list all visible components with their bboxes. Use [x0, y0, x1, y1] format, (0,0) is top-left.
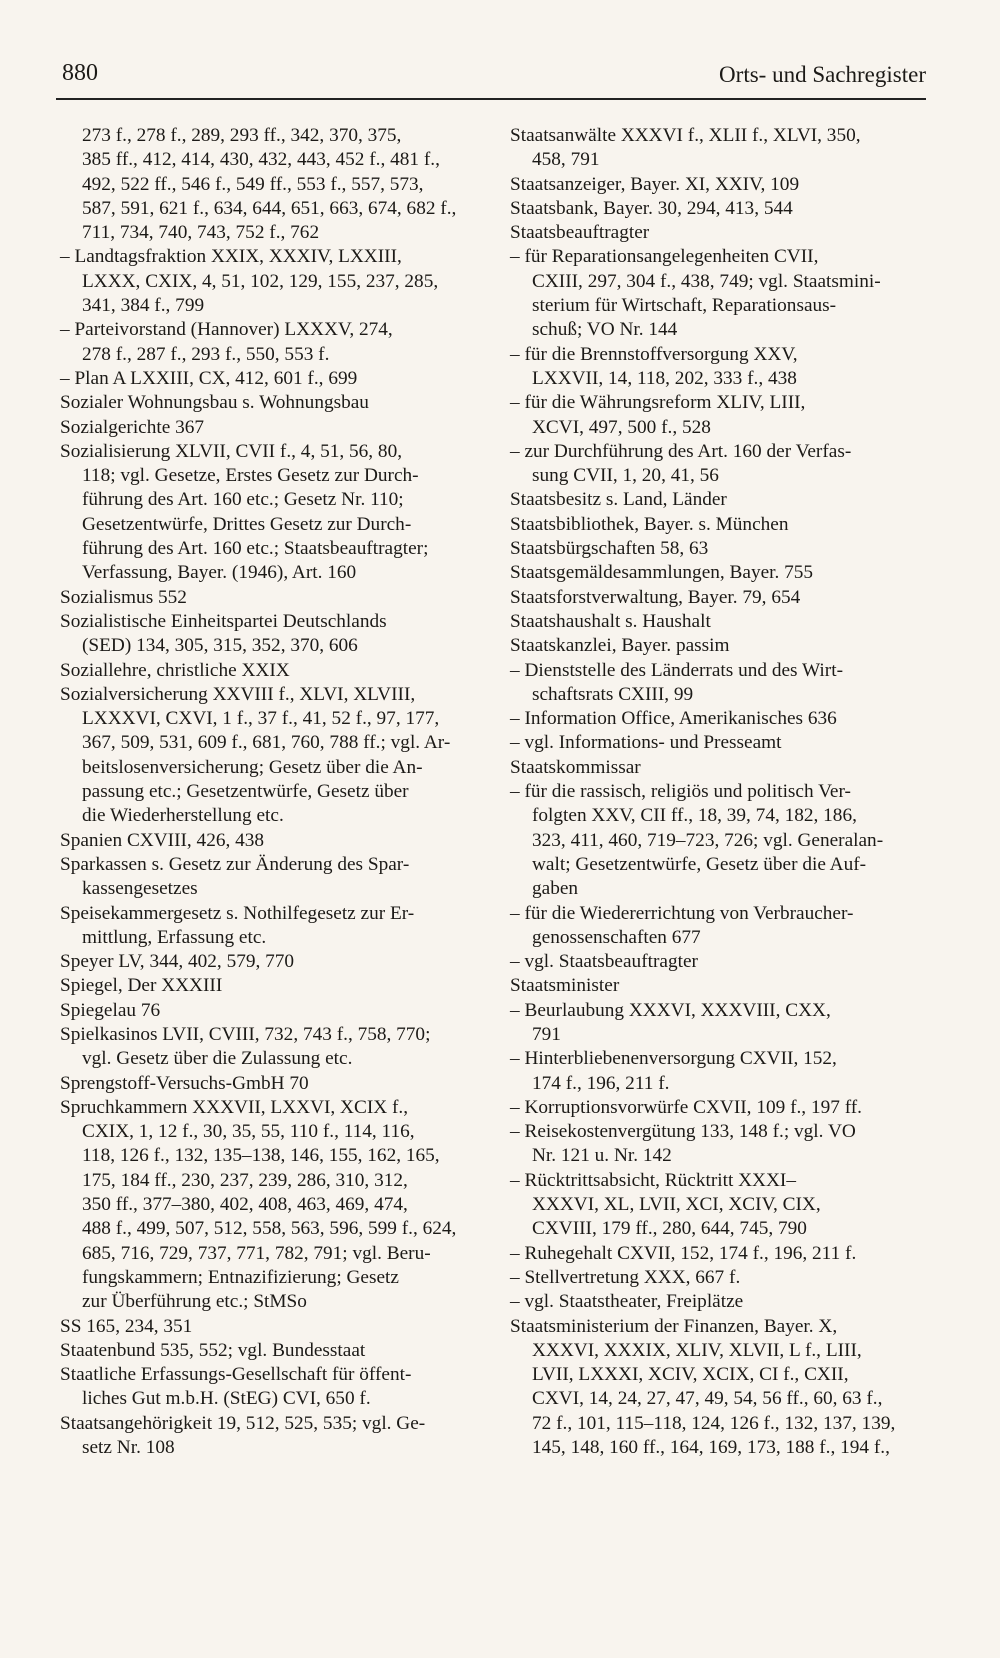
index-entry: Staatenbund 535, 552; vgl. Bundesstaat: [60, 1339, 366, 1361]
index-entry: – vgl. Informations- und Presseamt: [510, 732, 782, 754]
index-entry: – für die rassisch, religiös und politisch Ver-: [510, 781, 851, 803]
index-entry-continuation: LXXX, CXIX, 4, 51, 102, 129, 155, 237, 285,: [82, 270, 439, 292]
index-entry: – zur Durchführung des Art. 160 der Verfas-: [510, 440, 852, 462]
index-entry-continuation: 323, 411, 460, 719–723, 726; vgl. Generalan-: [532, 829, 884, 851]
index-entry-continuation: 341, 384 f., 799: [82, 295, 205, 317]
index-entry-continuation: Gesetzentwürfe, Drittes Gesetz zur Durch-: [82, 513, 412, 535]
index-entry-continuation: 278 f., 287 f., 293 f., 550, 553 f.: [82, 343, 330, 365]
index-entry: Speisekammergesetz s. Nothilfegesetz zur Er-: [60, 902, 415, 924]
index-entry-continuation: schaftsrats CXIII, 99: [532, 683, 694, 705]
index-entry: Spanien CXVIII, 426, 438: [60, 829, 265, 851]
index-entry-continuation: 175, 184 ff., 230, 237, 239, 286, 310, 312,: [82, 1169, 408, 1191]
index-entry-continuation: 118; vgl. Gesetze, Erstes Gesetz zur Durch-: [82, 465, 419, 487]
index-entry-continuation: gaben: [532, 878, 579, 900]
index-entry-continuation: die Wiederherstellung etc.: [82, 805, 284, 827]
index-entry: Staatsbesitz s. Land, Länder: [510, 489, 727, 511]
index-entry: Staatsbeauftragter: [510, 222, 650, 244]
index-entry: Sozialistische Einheitspartei Deutschlands: [60, 610, 387, 632]
index-entry-continuation: 492, 522 ff., 546 f., 549 ff., 553 f., 557, 573,: [82, 173, 424, 195]
index-entry-continuation: beitslosenversicherung; Gesetz über die An-: [82, 756, 423, 778]
index-entry: Staatskommissar: [510, 756, 641, 778]
index-entry-continuation: fungskammern; Entnazifizierung; Gesetz: [82, 1266, 399, 1288]
index-entry-continuation: mittlung, Erfassung etc.: [82, 926, 267, 948]
index-entry: Sozialismus 552: [60, 586, 187, 608]
index-entry: Spiegel, Der XXXIII: [60, 975, 223, 997]
index-entry-continuation: 488 f., 499, 507, 512, 558, 563, 596, 599 f., 624,: [82, 1218, 457, 1240]
index-entry: Staatsministerium der Finanzen, Bayer. X,: [510, 1315, 838, 1337]
index-entry: – Rücktrittsabsicht, Rücktritt XXXI–: [510, 1169, 796, 1191]
index-entry-continuation: genossenschaften 677: [532, 926, 701, 948]
index-entry-continuation: 174 f., 196, 211 f.: [532, 1072, 670, 1094]
index-entry: Spiegelau 76: [60, 999, 161, 1021]
index-entry-continuation: walt; Gesetzentwürfe, Gesetz über die Auf-: [532, 853, 867, 875]
index-entry-continuation: 385 ff., 412, 414, 430, 432, 443, 452 f., 481 f.,: [82, 149, 440, 171]
index-entry: Staatsforstverwaltung, Bayer. 79, 654: [510, 586, 801, 608]
index-entry: Speyer LV, 344, 402, 579, 770: [60, 951, 295, 973]
index-entry: Spielkasinos LVII, CVIII, 732, 743 f., 758, 770;: [60, 1023, 431, 1045]
index-entry-continuation: LXXVII, 14, 118, 202, 333 f., 438: [532, 367, 797, 389]
index-entry: Sozialversicherung XXVIII f., XLVI, XLVIII,: [60, 683, 416, 705]
index-entry-continuation: CXVI, 14, 24, 27, 47, 49, 54, 56 ff., 60, 63 f.,: [532, 1388, 883, 1410]
index-entry-continuation: setz Nr. 108: [82, 1437, 175, 1459]
index-entry: Sozialer Wohnungsbau s. Wohnungsbau: [60, 392, 369, 414]
index-entry-continuation: 458, 791: [532, 149, 600, 171]
index-entry: – Stellvertretung XXX, 667 f.: [510, 1266, 741, 1288]
index-entry: Spruchkammern XXXVII, LXXVI, XCIX f.,: [60, 1096, 409, 1118]
index-column-left: [60, 124, 480, 1460]
index-entry: – vgl. Staatstheater, Freiplätze: [510, 1291, 744, 1313]
index-entry: – für die Brennstoffversorgung XXV,: [510, 343, 798, 365]
index-entry-continuation: passung etc.; Gesetzentwürfe, Gesetz über: [82, 781, 409, 803]
index-entry-continuation: sterium für Wirtschaft, Reparationsaus-: [532, 295, 837, 317]
index-entry: – für die Wiedererrichtung von Verbraucher-: [510, 902, 854, 924]
index-entry-continuation: 791: [532, 1023, 561, 1045]
index-entry: Staatsbürgschaften 58, 63: [510, 538, 709, 560]
index-entry-continuation: LXXXVI, CXVI, 1 f., 37 f., 41, 52 f., 97, 177,: [82, 708, 440, 730]
index-entry: Staatsbibliothek, Bayer. s. München: [510, 513, 789, 535]
index-entry-continuation: Nr. 121 u. Nr. 142: [532, 1145, 672, 1167]
index-entry: Sparkassen s. Gesetz zur Änderung des Spar-: [60, 853, 410, 875]
index-entry: Staatshaushalt s. Haushalt: [510, 610, 711, 632]
index-entry-continuation: 273 f., 278 f., 289, 293 ff., 342, 370, 375,: [82, 125, 402, 146]
index-entry-continuation: zur Überführung etc.; StMSo: [82, 1291, 307, 1313]
index-entry: Staatsminister: [510, 975, 620, 997]
index-entry: – Hinterbliebenenversorgung CXVII, 152,: [510, 1048, 837, 1070]
index-entry: – Korruptionsvorwürfe CXVII, 109 f., 197 ff.: [510, 1096, 863, 1118]
index-entry-continuation: XXXVI, XXXIX, XLIV, XLVII, L f., LIII,: [532, 1339, 862, 1361]
index-entry-continuation: folgten XXV, CII ff., 18, 39, 74, 182, 186,: [532, 805, 857, 827]
index-entry-continuation: CXVIII, 179 ff., 280, 644, 745, 790: [532, 1218, 807, 1240]
index-entry: – Plan A LXXIII, CX, 412, 601 f., 699: [60, 367, 358, 389]
index-entry-continuation: XCVI, 497, 500 f., 528: [532, 416, 711, 438]
index-entry-continuation: CXIII, 297, 304 f., 438, 749; vgl. Staatsmini-: [532, 270, 881, 292]
index-entry: SS 165, 234, 351: [60, 1315, 193, 1337]
index-entry-continuation: 145, 148, 160 ff., 164, 169, 173, 188 f., 194 f.,: [532, 1437, 890, 1459]
index-column-right: [510, 124, 930, 1460]
index-entry: Sozialgerichte 367: [60, 416, 205, 438]
index-entry-continuation: (SED) 134, 305, 315, 352, 370, 606: [82, 635, 358, 657]
index-entry: Staatsgemäldesammlungen, Bayer. 755: [510, 562, 814, 584]
index-entry-continuation: XXXVI, XL, LVII, XCI, XCIV, CIX,: [532, 1194, 821, 1216]
index-entry-continuation: schuß; VO Nr. 144: [532, 319, 678, 341]
index-entry-continuation: 685, 716, 729, 737, 771, 782, 791; vgl. Beru-: [82, 1242, 431, 1264]
index-entry-continuation: führung des Art. 160 etc.; Gesetz Nr. 110;: [82, 489, 404, 511]
index-entry: – für die Währungsreform XLIV, LIII,: [510, 392, 806, 414]
index-entry: – Reisekostenvergütung 133, 148 f.; vgl. VO: [510, 1121, 856, 1143]
index-entry-continuation: kassengesetzes: [82, 878, 198, 900]
index-entry-continuation: 72 f., 101, 115–118, 124, 126 f., 132, 137, 139,: [532, 1412, 896, 1434]
index-entry: Staatsbank, Bayer. 30, 294, 413, 544: [510, 197, 793, 219]
index-entry: – Dienststelle des Länderrats und des Wirt-: [510, 659, 843, 681]
index-entry-continuation: CXIX, 1, 12 f., 30, 35, 55, 110 f., 114, 116,: [82, 1121, 415, 1143]
header-rule: [56, 98, 926, 100]
index-entry: – Parteivorstand (Hannover) LXXXV, 274,: [60, 319, 393, 341]
index-entry-continuation: liches Gut m.b.H. (StEG) CVI, 650 f.: [82, 1388, 371, 1410]
index-entry: – Beurlaubung XXXVI, XXXVIII, CXX,: [510, 999, 831, 1021]
index-entry-continuation: führung des Art. 160 etc.; Staatsbeauftragter;: [82, 538, 429, 560]
index-entry-continuation: 711, 734, 740, 743, 752 f., 762: [82, 222, 320, 244]
page-number: 880: [62, 60, 98, 86]
index-entry-continuation: LVII, LXXXI, XCIV, XCIX, CI f., CXII,: [532, 1364, 849, 1386]
index-entry: Staatsangehörigkeit 19, 512, 525, 535; vgl. Ge-: [60, 1412, 426, 1434]
index-entry-continuation: 350 ff., 377–380, 402, 408, 463, 469, 474,: [82, 1194, 408, 1216]
page-header: [56, 56, 926, 100]
index-entry: – Landtagsfraktion XXIX, XXXIV, LXXIII,: [60, 246, 402, 268]
index-entry: Sozialisierung XLVII, CVII f., 4, 51, 56, 80,: [60, 440, 403, 462]
index-entry: – vgl. Staatsbeauftragter: [510, 951, 698, 973]
index-entry: Staatsanzeiger, Bayer. XI, XXIV, 109: [510, 173, 800, 195]
index-entry: Sprengstoff-Versuchs-GmbH 70: [60, 1072, 309, 1094]
index-entry: – Information Office, Amerikanisches 636: [510, 708, 837, 730]
index-entry-continuation: Verfassung, Bayer. (1946), Art. 160: [82, 562, 357, 584]
index-entry: Soziallehre, christliche XXIX: [60, 659, 290, 681]
index-entry-continuation: sung CVII, 1, 20, 41, 56: [532, 465, 719, 487]
index-entry: – für Reparationsangelegenheiten CVII,: [510, 246, 819, 268]
index-entry: Staatliche Erfassungs-Gesellschaft für öffent-: [60, 1364, 412, 1386]
index-entry-continuation: 118, 126 f., 132, 135–138, 146, 155, 162, 165,: [82, 1145, 440, 1167]
index-entry: Staatsanwälte XXXVI f., XLII f., XLVI, 350,: [510, 125, 861, 146]
index-entry-continuation: 587, 591, 621 f., 634, 644, 651, 663, 674, 682 f.,: [82, 197, 457, 219]
index-entry: Staatskanzlei, Bayer. passim: [510, 635, 730, 657]
index-entry-continuation: vgl. Gesetz über die Zulassung etc.: [82, 1048, 353, 1070]
running-head: Orts- und Sachregister: [719, 62, 926, 87]
index-entry-continuation: 367, 509, 531, 609 f., 681, 760, 788 ff.; vgl. Ar-: [82, 732, 451, 754]
index-entry: – Ruhegehalt CXVII, 152, 174 f., 196, 211 f.: [510, 1242, 857, 1264]
